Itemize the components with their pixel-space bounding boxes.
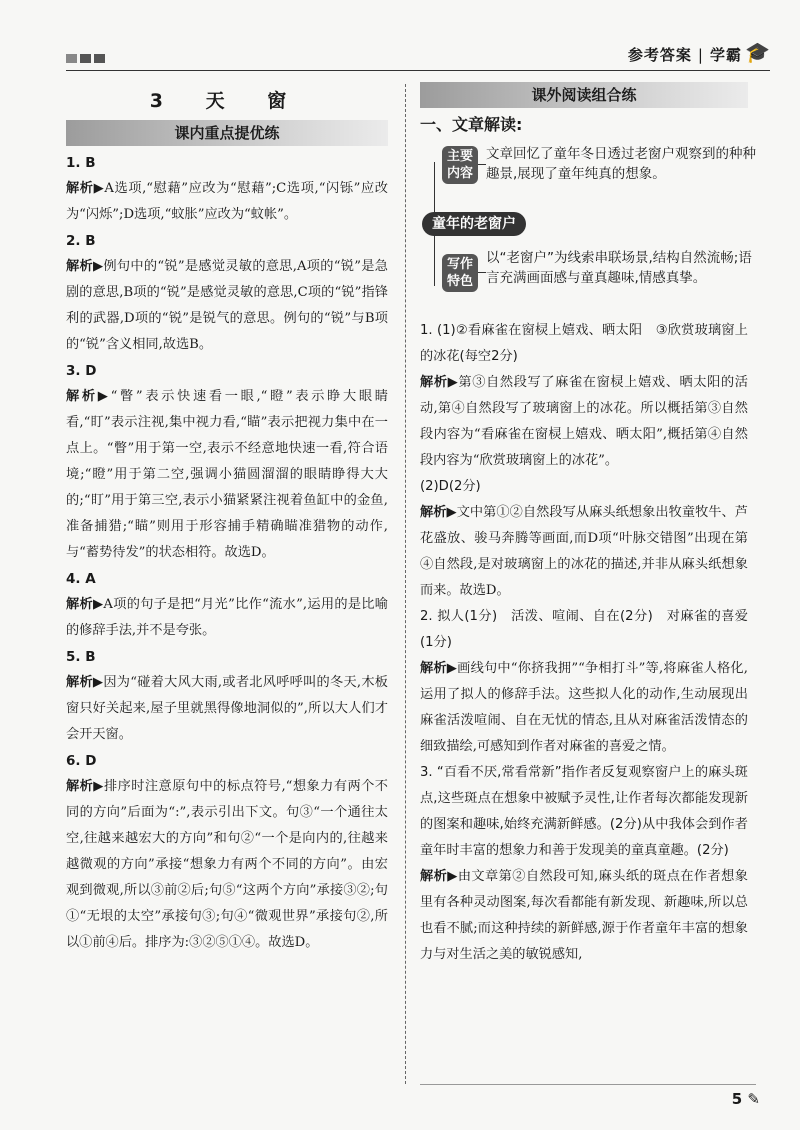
question-number: 5. B	[66, 649, 96, 665]
graduation-cap-icon: 🎓	[745, 40, 770, 64]
page-number: 5 ✎	[731, 1090, 760, 1108]
question-number: 1. B	[66, 155, 96, 171]
right-items	[420, 318, 748, 968]
header-brand-left: 参考答案	[627, 46, 692, 64]
analysis-text: 排序时注意原句中的标点符号,“想象力有两个不同的方向”后面为“:”,表示引出下文。句③“一个通往太空,往越来越宏大的方向”和句②“一个是向内的,往越来越微观的方向”承接“想象力有两个不同的方向”。由宏观到微观,所以③前②后;句⑤“这两个方向”承接③②;句①“无垠的太空”承接句③;句④“微观世界”承接句②,所以①前④后。排序为:③②⑤①④。故选D。	[66, 779, 388, 950]
mind-map-center: 童年的老窗户	[422, 212, 526, 236]
mind-map-node-text: 以“老窗户”为线索串联场景,结构自然流畅;语言充满画面感与童真趣味,情感真挚。	[486, 250, 752, 286]
analysis-paragraph	[66, 592, 388, 644]
column-divider	[405, 84, 406, 1084]
answer-line: 1. (1)②看麻雀在窗棂上嬉戏、晒太阳 ③欣赏玻璃窗上的冰花(每空2分)	[420, 323, 748, 364]
analysis-text: 画线句中“你挤我拥”“争相打斗”等,将麻雀人格化,运用了拟人的修辞手法。这些拟人化的动作,生动展现出麻雀活泼喧闹、自在无忧的情态,且从对麻雀活泼情态的细致描绘,可感知到作者对麻雀的喜爱之情。	[420, 661, 748, 754]
analysis-paragraph	[420, 370, 748, 474]
answer-line: 2. 拟人(1分) 活泼、喧闹、自在(2分) 对麻雀的喜爱(1分)	[420, 609, 748, 650]
analysis-paragraph	[420, 500, 748, 604]
analysis-paragraph	[420, 656, 748, 760]
analysis-paragraph	[66, 176, 388, 228]
analysis-paragraph	[66, 670, 388, 748]
analysis-text: 由文章第②自然段可知,麻头纸的斑点在作者想象里有各种灵动图案,每次看都能有新发现、新趣味,所以总也看不腻;而这种持续的新鲜感,源于作者童年丰富的想象力与对生活之美的敏锐感知,	[420, 869, 748, 962]
mind-map-connector	[478, 272, 486, 273]
analysis-text: A选项,“慰藉”应改为“慰藉”;C选项,“闪铄”应改为“闪烁”;D选项,“蚊胀”应改为“蚊帐”。	[66, 181, 388, 222]
page-header	[66, 40, 770, 70]
analysis-label: 解析▶	[420, 661, 458, 676]
analysis-text: 因为“碰着大风大雨,或者北风呼呼叫的冬天,木板窗只好关起来,屋子里就黑得像地洞似的”,所以大人们才会开天窗。	[66, 675, 388, 742]
analysis-paragraph	[66, 254, 388, 358]
analysis-text: A项的句子是把“月光”比作“流水”,运用的是比喻的修辞手法,并不是夸张。	[66, 597, 388, 638]
analysis-label: 解析▶	[420, 505, 457, 520]
right-column	[420, 82, 756, 968]
header-brand: 参考答案 | 学霸	[627, 46, 742, 64]
header-squares-icon	[66, 54, 105, 63]
answer-line: 3. “百看不厌,常看常新”指作者反复观察窗户上的麻头斑点,这些斑点在想象中被赋予灵性,让作者每次都能发现新的图案和趣味,始终充满新鲜感。(2分)从中我体会到作者童年时丰富的想象力和善于发现美的童真童趣。(2分)	[420, 765, 748, 858]
analysis-paragraph	[420, 864, 748, 968]
analysis-paragraph	[66, 384, 388, 566]
mind-map	[420, 144, 756, 312]
question-number: 2. B	[66, 233, 96, 249]
mind-map-node-label: 写作特色	[442, 254, 478, 292]
mind-map-node-text: 文章回忆了童年冬日透过老窗户观察到的种种趣景,展现了童年纯真的想象。	[486, 146, 756, 182]
question-number: 3. D	[66, 363, 97, 379]
header-brand-right: 学霸	[709, 46, 742, 64]
footer-rule	[420, 1084, 756, 1085]
header-rule	[66, 70, 770, 71]
mind-map-node-label: 主要内容	[442, 146, 478, 184]
analysis-label: 解析▶	[66, 389, 111, 404]
analysis-label: 解析▶	[420, 869, 458, 884]
analysis-paragraph	[66, 774, 388, 956]
section-heading: 一、文章解读:	[420, 115, 523, 134]
question-number: 4. A	[66, 571, 96, 587]
mind-map-connector	[478, 164, 486, 165]
left-items	[66, 150, 388, 956]
left-column	[66, 82, 388, 956]
analysis-label: 解析▶	[66, 779, 104, 794]
analysis-label: 解析▶	[66, 597, 104, 612]
analysis-label: 解析▶	[66, 259, 104, 274]
section-band-left: 课内重点提优练	[66, 120, 388, 146]
analysis-text: 例句中的“锐”是感觉灵敏的意思,A项的“锐”是急剧的意思,B项的“锐”是感觉灵敏的意思,C项的“锐”指锋利的武器,D项的“锐”是锐气的意思。例句的“锐”与B项的“锐”含义相同,故选B。	[66, 259, 388, 352]
analysis-text: 文中第①②自然段写从麻头纸想象出牧童牧牛、芦花盛放、骏马奔腾等画面,而D项“叶脉交错图”出现在第④自然段,是对玻璃窗上的冰花的描述,并非从麻头纸想象而来。故选D。	[420, 505, 748, 598]
analysis-label: 解析▶	[66, 675, 104, 690]
chapter-title: 3 天 窗	[149, 90, 305, 112]
analysis-label: 解析▶	[420, 375, 459, 390]
answer-line: (2)D(2分)	[420, 479, 481, 494]
page-number-text: 5	[731, 1090, 743, 1108]
analysis-text: 第③自然段写了麻雀在窗棂上嬉戏、晒太阳的活动,第④自然段写了玻璃窗上的冰花。所以概括第③自然段内容为“看麻雀在窗棂上嬉戏、晒太阳”,概括第④自然段内容为“欣赏玻璃窗上的冰花”。	[420, 375, 748, 468]
analysis-text: “瞥”表示快速看一眼,“瞪”表示睁大眼睛看,“盯”表示注视,集中视力看,“瞄”表示把视力集中在一点上。“瞥”用于第一空,表示不经意地快速一看,符合语境;“瞪”用于第二空,强调小猫圆溜溜的眼睛睁得大大的;“盯”用于第三空,表示小猫紧紧注视着鱼缸中的金鱼,准备捕猎;“瞄”则用于形容捕手精确瞄准猎物的动作,与“蓄势待发”的状态相符。故选D。	[66, 389, 388, 560]
question-number: 6. D	[66, 753, 97, 769]
section-band-right: 课外阅读组合练	[420, 82, 748, 108]
analysis-label: 解析▶	[66, 181, 105, 196]
